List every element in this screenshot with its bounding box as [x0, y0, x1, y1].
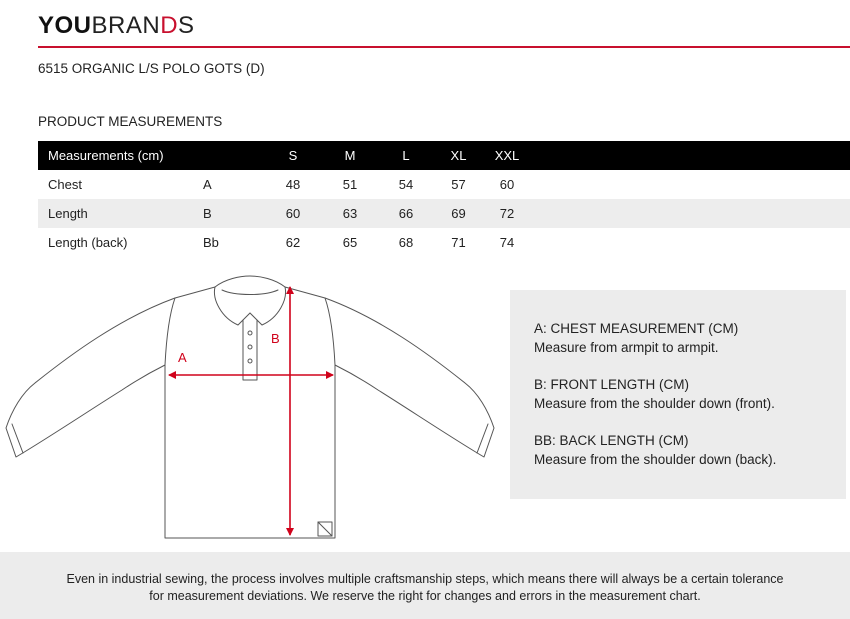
cell-value: 60	[285, 206, 301, 221]
cell-value: 48	[285, 177, 301, 192]
legend-title: A: CHEST MEASUREMENT (CM)	[534, 321, 739, 336]
logo-brands: BRANDS	[91, 12, 195, 39]
product-title: 6515 ORGANIC L/S POLO GOTS (D)	[38, 61, 265, 76]
cell-value: 51	[342, 177, 358, 192]
legend-desc: Measure from the shoulder down (back).	[534, 452, 777, 467]
legend-desc: Measure from the shoulder down (front).	[534, 396, 775, 411]
disclaimer-text: Even in industrial sewing, the process involves multiple craftsmanship steps, which means there will always be a certain tolerance for measurement deviations. We reserve the right for changes and errors in the measurement chart.	[66, 572, 784, 603]
disclaimer-footer	[0, 552, 850, 619]
row-name: Length (back)	[48, 235, 128, 250]
brand-logo	[38, 12, 195, 40]
measurement-legend	[510, 290, 846, 499]
garment-outline	[6, 276, 494, 538]
header-size-xl: XL	[450, 148, 467, 163]
cell-value: 69	[451, 206, 466, 221]
header-size-xxl: XXL	[494, 148, 520, 163]
label-a: A	[178, 350, 187, 365]
row-name: Chest	[48, 177, 82, 192]
measurements-table	[38, 141, 850, 257]
table-row	[38, 170, 850, 199]
row-filler	[532, 228, 850, 257]
cell-value: 62	[285, 235, 301, 250]
table-header-row	[38, 141, 850, 170]
cell-value: 72	[499, 206, 515, 221]
legend-item-b	[534, 375, 775, 413]
cell-value: 71	[451, 235, 466, 250]
legend-title: B: FRONT LENGTH (CM)	[534, 377, 689, 392]
header-filler	[532, 141, 850, 170]
cell-value: 68	[398, 235, 414, 250]
header-code	[203, 141, 263, 170]
legend-desc: Measure from armpit to armpit.	[534, 340, 719, 355]
row-code: Bb	[203, 235, 219, 250]
header-divider	[38, 46, 850, 48]
measure-lines	[169, 287, 333, 535]
cell-value: 60	[499, 177, 515, 192]
cell-value: 57	[451, 177, 466, 192]
row-filler	[532, 170, 850, 199]
section-title: PRODUCT MEASUREMENTS	[38, 114, 223, 129]
row-code: A	[203, 177, 212, 192]
cell-value: 54	[398, 177, 414, 192]
table-row	[38, 199, 850, 228]
cell-value: 66	[398, 206, 414, 221]
header-size-s: S	[288, 148, 298, 163]
legend-item-bb	[534, 431, 776, 469]
table-row	[38, 228, 850, 257]
header-size-m: M	[344, 148, 356, 163]
legend-title: BB: BACK LENGTH (CM)	[534, 433, 689, 448]
header-size-l: L	[402, 148, 410, 163]
logo-you: YOU	[38, 12, 92, 39]
row-code: B	[203, 206, 212, 221]
cell-value: 74	[499, 235, 515, 250]
row-name: Length	[48, 206, 88, 221]
row-filler	[532, 199, 850, 228]
cell-value: 63	[342, 206, 358, 221]
legend-item-a	[534, 319, 738, 357]
header-measurements: Measurements (cm)	[48, 148, 164, 163]
polo-shirt-long-sleeve-icon	[0, 265, 505, 550]
label-b: B	[271, 331, 280, 346]
cell-value: 65	[342, 235, 358, 250]
